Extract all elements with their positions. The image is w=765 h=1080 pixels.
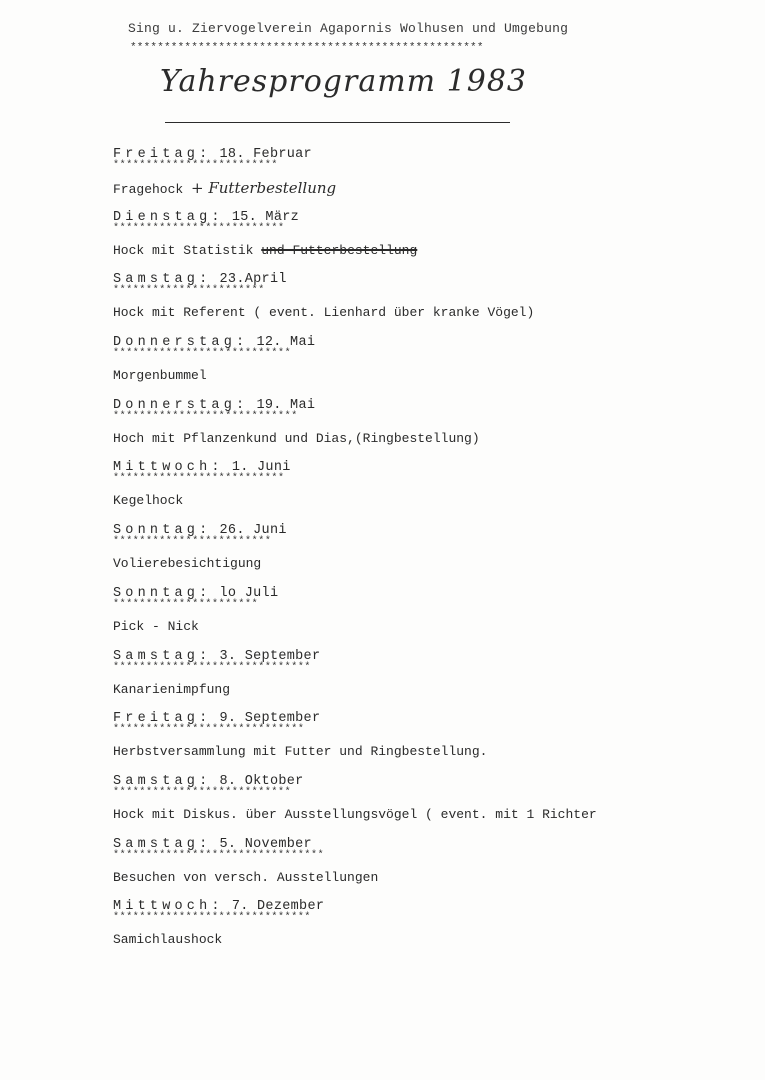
entry-event: Kegelhock xyxy=(113,493,184,509)
entry-star-divider: ************************** xyxy=(113,222,285,234)
entry-day: Mittwoch: xyxy=(113,899,224,915)
entry-date: 23.April xyxy=(219,272,287,288)
handwritten-title: Yahresprogramm 1983 xyxy=(160,64,527,99)
entry-day: Dienstag: xyxy=(113,209,224,225)
program-entry xyxy=(113,522,753,585)
entry-date: 12. Mai xyxy=(256,335,316,351)
entry-date: 5. November xyxy=(219,836,312,852)
entry-star-divider: ******************************** xyxy=(113,849,325,861)
entry-event xyxy=(113,242,753,260)
entry-date: 8. Oktober xyxy=(219,773,304,789)
entry-date: 26. Juni xyxy=(219,523,287,539)
entry-star-divider: *************************** xyxy=(113,348,292,360)
entry-day: Samstag: xyxy=(113,773,212,789)
entry-event: Volierebesichtigung xyxy=(113,556,262,572)
entry-date: 19. Mai xyxy=(256,397,316,413)
program-entry xyxy=(113,146,753,209)
entry-star-divider: ************************* xyxy=(113,160,279,171)
entry-star-divider: ********************** xyxy=(113,598,259,610)
entry-date: 1. Juni xyxy=(231,460,291,476)
entry-date: 9. September xyxy=(219,711,321,727)
entry-day: Donnerstag: xyxy=(113,397,249,413)
entry-day: Sonntag: xyxy=(113,585,212,601)
entry-event-text: Hock mit Statistik xyxy=(113,242,254,258)
entry-event: Hoch mit Pflanzenkund und Dias,(Ringbestellung) xyxy=(113,430,480,446)
program-entry xyxy=(113,898,753,961)
entry-star-divider: ****************************** xyxy=(113,661,312,673)
club-name-header: Sing u. Ziervogelverein Agapornis Wolhusen und Umgebung xyxy=(128,21,569,36)
entry-event-text: Fragehock xyxy=(113,182,184,197)
entry-event: Besuchen von versch. Ausstellungen xyxy=(113,869,379,885)
entry-day: Samstag: xyxy=(113,272,212,288)
handwritten-addition: + Futterbestellung xyxy=(191,179,337,197)
program-entry xyxy=(113,459,753,522)
entry-date: 3. September xyxy=(219,648,321,664)
entry-day: Samstag: xyxy=(113,836,212,852)
entry-event xyxy=(113,179,753,199)
entry-event: Kanarienimpfung xyxy=(113,681,231,697)
entry-event: Hock mit Diskus. über Ausstellungsvögel ( event. mit 1 Richter xyxy=(113,806,597,822)
entry-event: Morgenbummel xyxy=(113,368,207,384)
program-entry xyxy=(113,334,753,397)
entry-day: Freitag: xyxy=(113,711,212,727)
program-entry xyxy=(113,773,753,836)
entry-date: 7. Dezember xyxy=(231,899,325,915)
header-star-divider: **************************************************** xyxy=(130,42,484,54)
program-entry xyxy=(113,209,753,272)
entry-day: Freitag: xyxy=(113,147,212,162)
entry-day: Samstag: xyxy=(113,648,212,664)
struck-through-text: und Futterbestellung xyxy=(261,242,418,258)
entry-date: 18. Februar xyxy=(219,147,312,162)
title-underline xyxy=(165,122,510,123)
entry-star-divider: **************************** xyxy=(113,410,298,422)
entry-date: 15. März xyxy=(231,209,300,225)
entry-star-divider: ************************ xyxy=(113,536,272,548)
program-entry xyxy=(113,710,753,773)
entry-star-divider: *************************** xyxy=(113,786,292,798)
entry-star-divider: ***************************** xyxy=(113,724,305,736)
program-entries xyxy=(113,146,753,961)
entry-day: Sonntag: xyxy=(113,523,212,539)
entry-day: Donnerstag: xyxy=(113,335,249,351)
entry-star-divider: *********************** xyxy=(113,285,265,297)
entry-star-divider: ****************************** xyxy=(113,912,312,924)
program-entry xyxy=(113,397,753,460)
entry-date: lo Juli xyxy=(219,585,279,601)
entry-event: Samichlaushock xyxy=(113,932,223,948)
program-entry xyxy=(113,836,753,899)
program-entry xyxy=(113,648,753,711)
program-entry xyxy=(113,585,753,648)
program-entry xyxy=(113,271,753,334)
entry-day: Mittwoch: xyxy=(113,460,224,476)
entry-event: Hock mit Referent ( event. Lienhard über kranke Vögel) xyxy=(113,305,535,321)
entry-event: Pick - Nick xyxy=(113,618,199,634)
entry-star-divider: ************************** xyxy=(113,473,285,485)
entry-event: Herbstversammlung mit Futter und Ringbestellung. xyxy=(113,744,488,760)
